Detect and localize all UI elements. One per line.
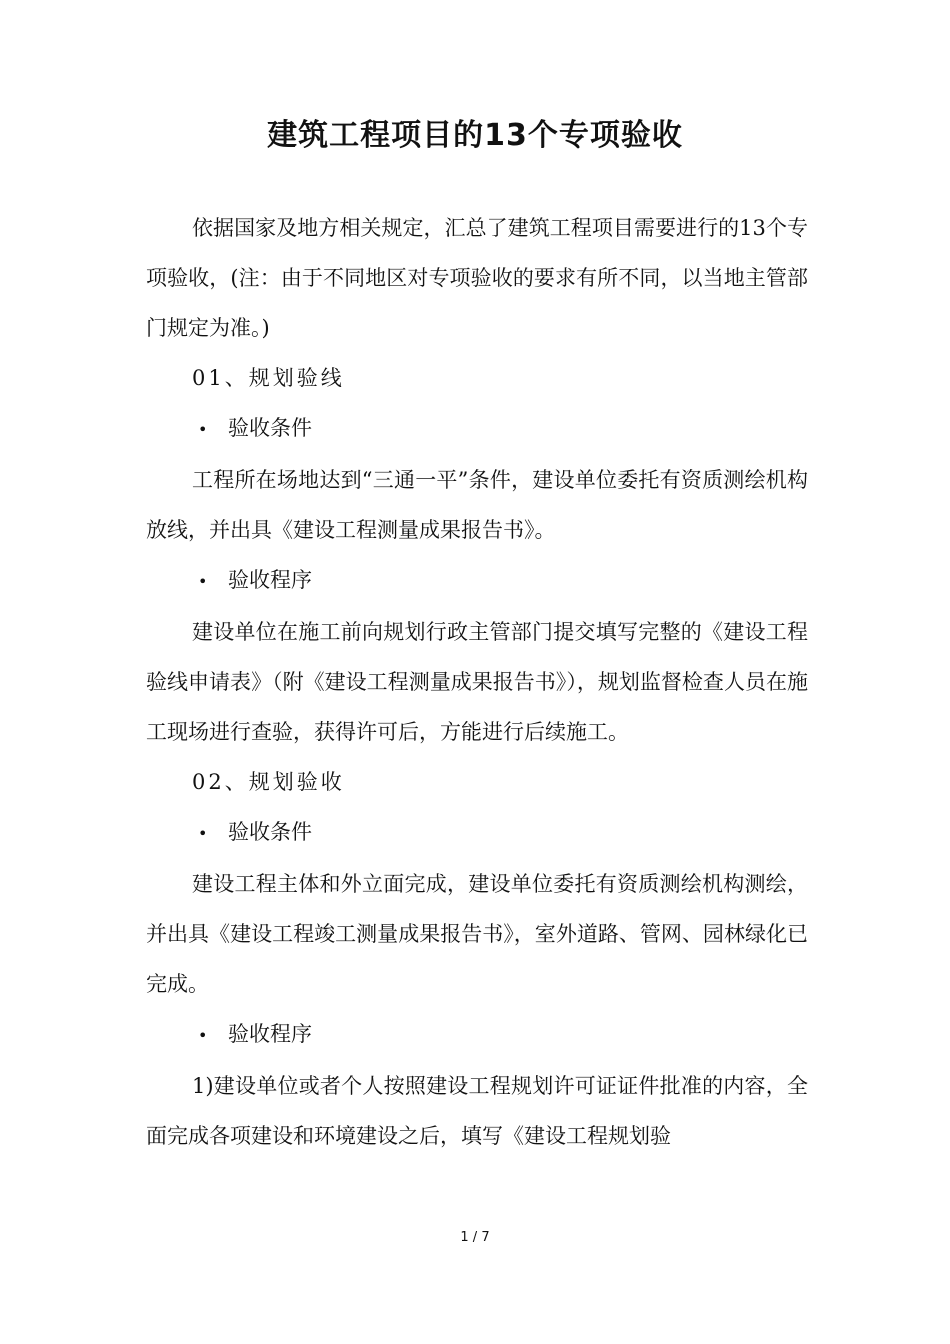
document-title: 建筑工程项目的13个专项验收	[267, 118, 683, 153]
bullet-icon: •	[198, 572, 208, 591]
page-number: 1 / 7	[460, 1230, 490, 1245]
bullet-item	[146, 555, 808, 607]
bullet-item	[146, 807, 808, 859]
bullet-label: 验收程序	[228, 568, 312, 592]
body-paragraph: 1)建设单位或者个人按照建设工程规划许可证证件批准的内容，全面完成各项建设和环境建设之后，填写《建设工程规划验	[146, 1074, 808, 1148]
bullet-item	[146, 1009, 808, 1061]
body-paragraph: 建设工程主体和外立面完成，建设单位委托有资质测绘机构测绘，并出具《建设工程竣工测量成果报告书》，室外道路、管网、园林绿化已完成。	[146, 872, 808, 996]
bullet-label: 验收条件	[228, 416, 312, 440]
bullet-icon: •	[198, 420, 208, 439]
bullet-item	[146, 403, 808, 455]
bullet-icon: •	[198, 824, 208, 843]
body-paragraph: 工程所在场地达到“三通一平”条件，建设单位委托有资质测绘机构放线，并出具《建设工程测量成果报告书》。	[146, 468, 808, 542]
intro-paragraph: 依据国家及地方相关规定，汇总了建筑工程项目需要进行的13个专项验收，(注：由于不同地区对专项验收的要求有所不同，以当地主管部门规定为准。)	[146, 216, 808, 340]
section-heading-1: 01、规划验线	[192, 366, 345, 390]
document-body	[146, 203, 808, 1161]
bullet-icon: •	[198, 1026, 208, 1045]
body-paragraph: 建设单位在施工前向规划行政主管部门提交填写完整的《建设工程验线申请表》（附《建设工程测量成果报告书》），规划监督检查人员在施工现场进行查验，获得许可后，方能进行后续施工。	[146, 620, 808, 744]
section-heading-2: 02、规划验收	[192, 770, 345, 794]
bullet-label: 验收条件	[228, 820, 312, 844]
bullet-label: 验收程序	[228, 1022, 312, 1046]
